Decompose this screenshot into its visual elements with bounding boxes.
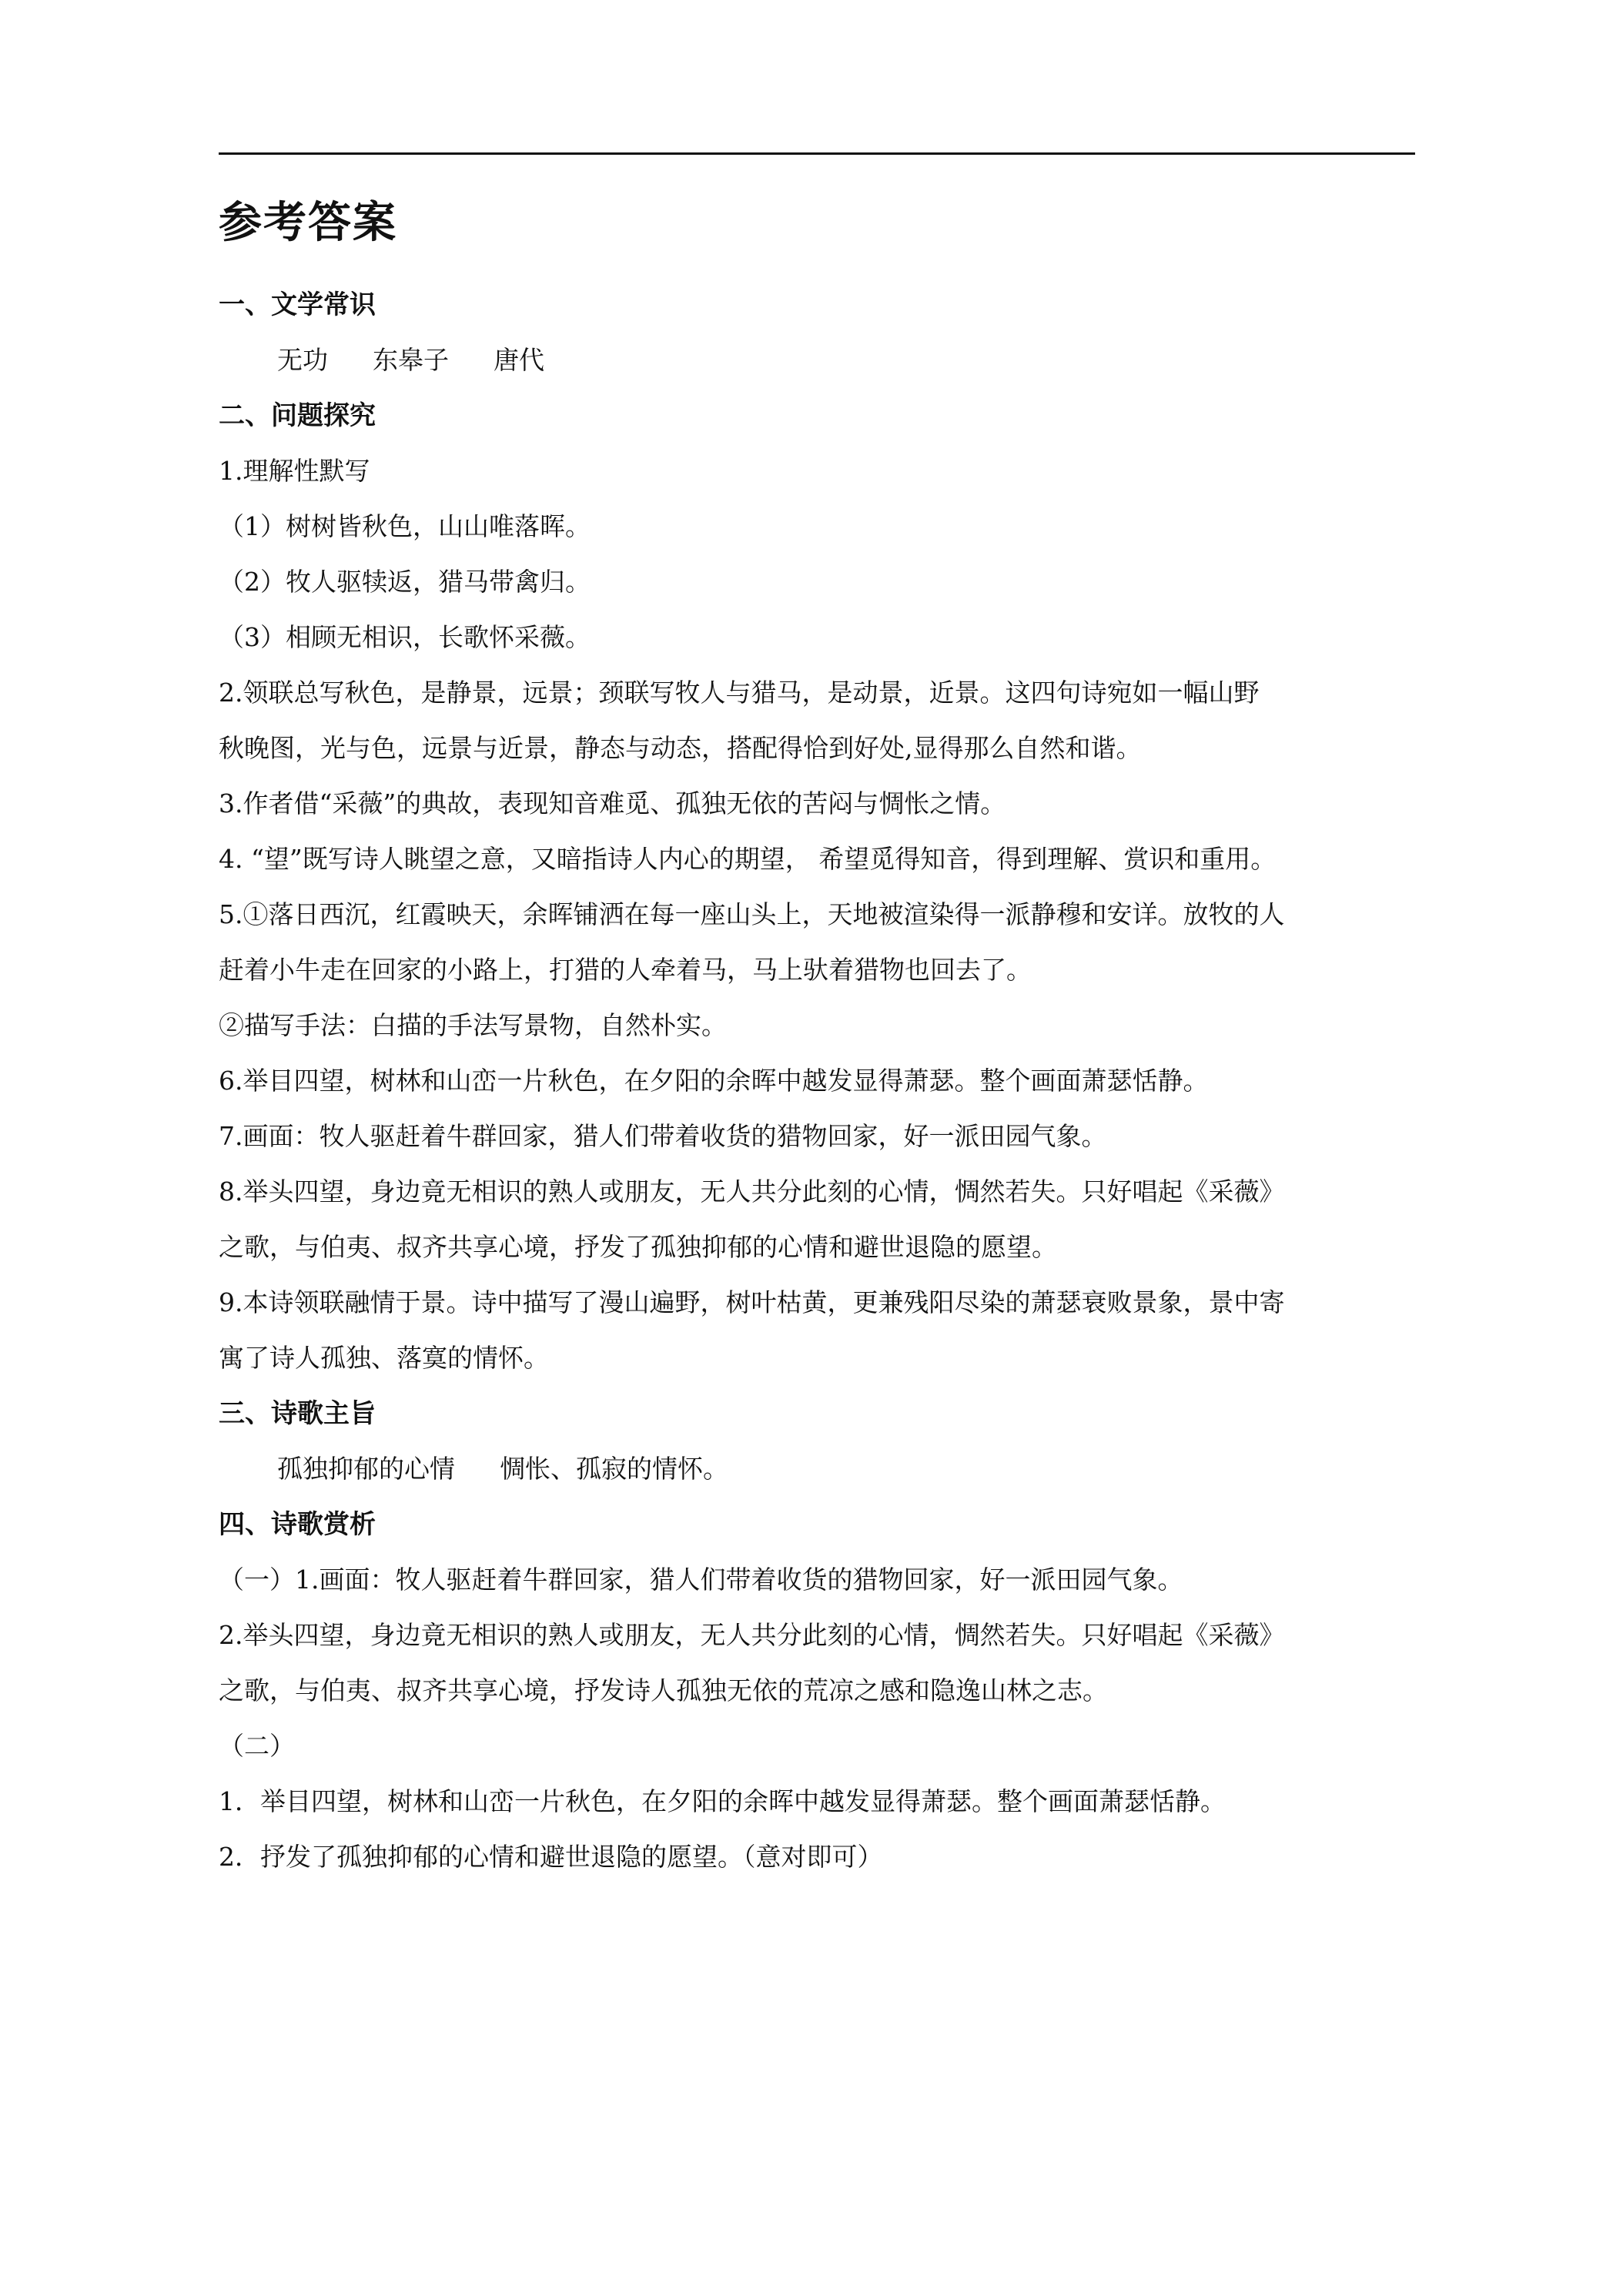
answer-line: 2.领联总写秋色，是静景，远景；颈联写牧人与猎马，是动景，近景。这四句诗宛如一幅山野	[219, 678, 1260, 708]
poem-theme-answers	[219, 1441, 1415, 1497]
answer-line: （二）	[219, 1731, 295, 1761]
section-heading-poem-appreciation: 四、诗歌赏析	[219, 1509, 376, 1540]
top-rule	[219, 152, 1415, 155]
answer-line: 4. “望”既写诗人眺望之意，又暗指诗人内心的期望， 希望觅得知音，得到理解、赏识和重用。	[219, 844, 1277, 874]
answer-item: 东皋子	[373, 345, 449, 375]
answer-line: 2.举头四望，身边竟无相识的熟人或朋友，无人共分此刻的心情，惆然若失。只好唱起《采薇》	[219, 1620, 1285, 1650]
page-title: 参考答案	[219, 198, 397, 248]
answer-line: 6.举目四望，树林和山峦一片秋色，在夕阳的余晖中越发显得萧瑟。整个画面萧瑟恬静。	[219, 1066, 1209, 1096]
answer-line: （3）相顾无相识，长歌怀采薇。	[219, 622, 591, 652]
section-heading-literary-knowledge: 一、文学常识	[219, 290, 376, 320]
answer-line: 寓了诗人孤独、落寞的情怀。	[219, 1343, 549, 1373]
answer-item: 惆怅、孤寂的情怀。	[500, 1454, 728, 1484]
answer-line: （一）1.画面：牧人驱赶着牛群回家，猎人们带着收货的猎物回家，好一派田园气象。	[219, 1565, 1183, 1595]
answer-line: 1.理解性默写	[219, 456, 370, 486]
answer-line: 之歌，与伯夷、叔齐共享心境，抒发诗人孤独无依的荒凉之感和隐逸山林之志。	[219, 1675, 1108, 1705]
answer-line: ②描写手法：白描的手法写景物，自然朴实。	[219, 1010, 727, 1040]
answer-line: 7.画面：牧人驱赶着牛群回家，猎人们带着收货的猎物回家，好一派田园气象。	[219, 1121, 1107, 1151]
answer-item: 孤独抑郁的心情	[277, 1454, 455, 1484]
section-heading-question-inquiry: 二、问题探究	[219, 400, 376, 431]
answer-item: 唐代	[494, 345, 544, 375]
answer-line: 9.本诗领联融情于景。诗中描写了漫山遍野，树叶枯黄，更兼残阳尽染的萧瑟衰败景象，景中寄	[219, 1287, 1285, 1317]
answer-line: 之歌，与伯夷、叔齐共享心境，抒发了孤独抑郁的心情和避世退隐的愿望。	[219, 1232, 1057, 1262]
answer-line: 1．举目四望，树林和山峦一片秋色，在夕阳的余晖中越发显得萧瑟。整个画面萧瑟恬静。	[219, 1786, 1226, 1816]
answer-line: 3.作者借“采薇”的典故，表现知音难觅、孤独无依的苦闷与惆怅之情。	[219, 788, 1006, 818]
answer-line: 赶着小牛走在回家的小路上，打猎的人牵着马，马上驮着猎物也回去了。	[219, 955, 1032, 985]
answer-line: 2．抒发了孤独抑郁的心情和避世退隐的愿望。（意对即可）	[219, 1842, 883, 1872]
section-heading-poem-theme: 三、诗歌主旨	[219, 1398, 376, 1429]
answer-line: （1）树树皆秋色，山山唯落晖。	[219, 511, 591, 541]
answer-line: 秋晚图，光与色，远景与近景，静态与动态，搭配得恰到好处,显得那么自然和谐。	[219, 733, 1142, 763]
answer-line: 8.举头四望，身边竟无相识的熟人或朋友，无人共分此刻的心情，惆然若失。只好唱起《采薇》	[219, 1176, 1285, 1207]
answer-content	[219, 191, 1415, 1885]
literary-knowledge-answers	[219, 333, 1415, 388]
answer-line: 5.①落日西沉，红霞映天，余晖铺洒在每一座山头上，天地被渲染得一派静穆和安详。放牧的人	[219, 899, 1285, 929]
answer-line: （2）牧人驱犊返，猎马带禽归。	[219, 567, 591, 597]
answer-item: 无功	[277, 345, 328, 375]
